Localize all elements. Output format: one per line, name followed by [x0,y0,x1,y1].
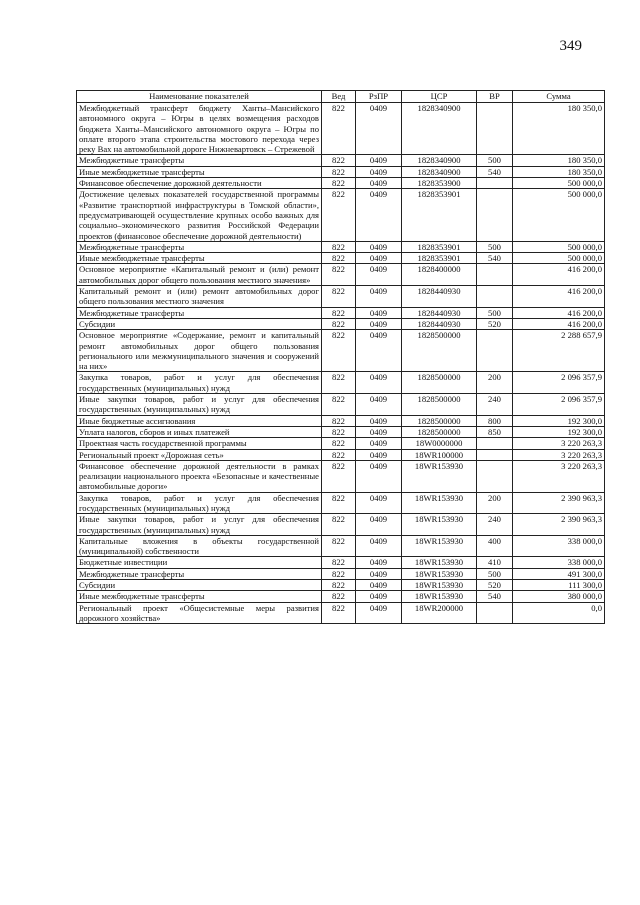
row-csr: 18WR153930 [402,514,477,536]
row-sum: 3 220 263,3 [513,460,605,492]
table-header-row [77,91,605,103]
row-csr: 18WR153930 [402,580,477,591]
table-row [77,372,605,394]
row-ved: 822 [322,318,356,329]
row-csr: 18WR153930 [402,535,477,557]
row-sum: 2 288 657,9 [513,330,605,372]
row-rzpr: 0409 [356,591,402,602]
row-name: Межбюджетные трансферты [77,241,322,252]
row-name: Региональный проект «Дорожная сеть» [77,449,322,460]
row-sum: 338 000,0 [513,535,605,557]
row-csr: 18W0000000 [402,438,477,449]
row-sum: 0,0 [513,602,605,624]
row-sum: 180 350,0 [513,103,605,155]
row-sum: 192 300,0 [513,415,605,426]
row-rzpr: 0409 [356,514,402,536]
row-ved: 822 [322,264,356,286]
row-name: Межбюджетные трансферты [77,307,322,318]
row-ved: 822 [322,568,356,579]
row-vr: 240 [477,514,513,536]
row-ved: 822 [322,602,356,624]
row-csr: 1828500000 [402,372,477,394]
row-csr: 18WR153930 [402,460,477,492]
row-name: Иные закупки товаров, работ и услуг для обеспечения государственных (муниципальных) нужд [77,394,322,416]
table-row [77,178,605,189]
table-row [77,568,605,579]
row-rzpr: 0409 [356,318,402,329]
row-name: Иные межбюджетные трансферты [77,166,322,177]
row-sum: 2 390 963,3 [513,514,605,536]
row-csr: 1828500000 [402,394,477,416]
row-rzpr: 0409 [356,557,402,568]
row-ved: 822 [322,449,356,460]
row-name: Межбюджетные трансферты [77,155,322,166]
row-ved: 822 [322,178,356,189]
table-row [77,253,605,264]
row-name: Основное мероприятие «Содержание, ремонт и капитальный ремонт автомобильных дорог общего пользования регионального или межмуниципального значения и сооружений на них» [77,330,322,372]
row-vr: 520 [477,580,513,591]
row-csr: 1828440930 [402,307,477,318]
row-vr: 520 [477,318,513,329]
table-row [77,438,605,449]
row-vr [477,178,513,189]
row-sum: 192 300,0 [513,426,605,437]
header-rzpr: РзПР [356,91,402,103]
row-sum: 3 220 263,3 [513,449,605,460]
row-ved: 822 [322,591,356,602]
row-rzpr: 0409 [356,264,402,286]
row-rzpr: 0409 [356,253,402,264]
row-csr: 18WR153930 [402,492,477,514]
row-rzpr: 0409 [356,178,402,189]
row-sum: 500 000,0 [513,178,605,189]
row-name: Капитальный ремонт и (или) ремонт автомобильных дорог общего пользования местного значения [77,286,322,308]
row-rzpr: 0409 [356,103,402,155]
row-vr [477,438,513,449]
row-csr: 1828340900 [402,103,477,155]
row-csr: 1828353901 [402,253,477,264]
row-csr: 1828400000 [402,264,477,286]
row-vr: 540 [477,591,513,602]
row-name: Иные бюджетные ассигнования [77,415,322,426]
row-vr: 850 [477,426,513,437]
table-row [77,166,605,177]
row-rzpr: 0409 [356,155,402,166]
row-sum: 3 220 263,3 [513,438,605,449]
row-csr: 1828353900 [402,178,477,189]
row-vr: 200 [477,492,513,514]
row-rzpr: 0409 [356,394,402,416]
row-csr: 1828440930 [402,318,477,329]
row-csr: 1828440930 [402,286,477,308]
table-row [77,492,605,514]
row-sum: 500 000,0 [513,241,605,252]
row-rzpr: 0409 [356,426,402,437]
table-row [77,535,605,557]
row-sum: 111 300,0 [513,580,605,591]
row-ved: 822 [322,460,356,492]
row-vr [477,286,513,308]
row-vr [477,103,513,155]
table-row [77,307,605,318]
header-csr: ЦСР [402,91,477,103]
row-ved: 822 [322,426,356,437]
row-vr [477,330,513,372]
row-csr: 1828353901 [402,241,477,252]
row-csr: 1828340900 [402,155,477,166]
table-body [77,103,605,624]
row-ved: 822 [322,557,356,568]
row-ved: 822 [322,330,356,372]
row-name: Закупка товаров, работ и услуг для обеспечения государственных (муниципальных) нужд [77,372,322,394]
row-rzpr: 0409 [356,460,402,492]
row-csr: 1828340900 [402,166,477,177]
table-row [77,591,605,602]
row-vr: 500 [477,307,513,318]
row-ved: 822 [322,189,356,241]
row-rzpr: 0409 [356,568,402,579]
row-csr: 18WR153930 [402,557,477,568]
row-name: Закупка товаров, работ и услуг для обеспечения государственных (муниципальных) нужд [77,492,322,514]
row-rzpr: 0409 [356,307,402,318]
row-ved: 822 [322,492,356,514]
row-rzpr: 0409 [356,286,402,308]
table-row [77,189,605,241]
row-sum: 500 000,0 [513,189,605,241]
row-rzpr: 0409 [356,602,402,624]
table-row [77,580,605,591]
row-name: Финансовое обеспечение дорожной деятельности [77,178,322,189]
row-vr: 800 [477,415,513,426]
row-sum: 2 390 963,3 [513,492,605,514]
header-name: Наименование показателей [77,91,322,103]
row-sum: 2 096 357,9 [513,394,605,416]
row-vr: 410 [477,557,513,568]
row-name: Субсидии [77,580,322,591]
row-name: Региональный проект «Общесистемные меры развития дорожного хозяйства» [77,602,322,624]
row-csr: 1828500000 [402,415,477,426]
row-ved: 822 [322,307,356,318]
table-row [77,460,605,492]
row-ved: 822 [322,514,356,536]
row-sum: 416 200,0 [513,264,605,286]
row-ved: 822 [322,253,356,264]
page-number: 349 [559,38,582,54]
row-name: Проектная часть государственной программы [77,438,322,449]
row-name: Финансовое обеспечение дорожной деятельности в рамках реализации национального проекта «Безопасные и качественные автомобильные дороги» [77,460,322,492]
row-csr: 18WR200000 [402,602,477,624]
row-ved: 822 [322,415,356,426]
row-csr: 1828500000 [402,426,477,437]
table-row [77,286,605,308]
row-rzpr: 0409 [356,492,402,514]
table-row [77,514,605,536]
row-name: Иные межбюджетные трансферты [77,253,322,264]
row-rzpr: 0409 [356,449,402,460]
row-vr: 400 [477,535,513,557]
row-sum: 416 200,0 [513,318,605,329]
row-rzpr: 0409 [356,166,402,177]
table-row [77,602,605,624]
row-sum: 500 000,0 [513,253,605,264]
row-name: Субсидии [77,318,322,329]
row-vr [477,460,513,492]
row-rzpr: 0409 [356,189,402,241]
row-rzpr: 0409 [356,372,402,394]
row-ved: 822 [322,438,356,449]
row-sum: 416 200,0 [513,286,605,308]
row-rzpr: 0409 [356,438,402,449]
row-sum: 180 350,0 [513,155,605,166]
row-ved: 822 [322,580,356,591]
row-sum: 2 096 357,9 [513,372,605,394]
row-vr: 540 [477,253,513,264]
row-rzpr: 0409 [356,535,402,557]
row-sum: 491 300,0 [513,568,605,579]
table-row [77,155,605,166]
row-csr: 1828353901 [402,189,477,241]
row-sum: 416 200,0 [513,307,605,318]
row-name: Капитальные вложения в объекты государственной (муниципальной) собственности [77,535,322,557]
table-row [77,426,605,437]
row-ved: 822 [322,286,356,308]
row-csr: 1828500000 [402,330,477,372]
table-row [77,103,605,155]
row-vr [477,264,513,286]
row-vr [477,602,513,624]
table-row [77,330,605,372]
row-sum: 380 000,0 [513,591,605,602]
table-row [77,415,605,426]
row-rzpr: 0409 [356,330,402,372]
table-row [77,264,605,286]
row-vr: 540 [477,166,513,177]
table-row [77,241,605,252]
row-rzpr: 0409 [356,415,402,426]
header-sum: Сумма [513,91,605,103]
row-sum: 338 000,0 [513,557,605,568]
row-ved: 822 [322,103,356,155]
table-row [77,449,605,460]
row-vr [477,449,513,460]
row-sum: 180 350,0 [513,166,605,177]
row-vr: 200 [477,372,513,394]
row-name: Иные закупки товаров, работ и услуг для обеспечения государственных (муниципальных) нужд [77,514,322,536]
row-name: Достижение целевых показателей государственной программы «Развитие транспортной инфраструктуры в Томской области», предусматривающей осуществление крупных особо важных для социально–экономического развития Российской Федерации проектов (финансовое обеспечение дорожной деятельности) [77,189,322,241]
row-ved: 822 [322,166,356,177]
row-ved: 822 [322,241,356,252]
row-csr: 18WR100000 [402,449,477,460]
row-name: Уплата налогов, сборов и иных платежей [77,426,322,437]
table-row [77,394,605,416]
row-name: Межбюджетные трансферты [77,568,322,579]
table-row [77,557,605,568]
row-rzpr: 0409 [356,580,402,591]
row-rzpr: 0409 [356,241,402,252]
row-csr: 18WR153930 [402,568,477,579]
row-ved: 822 [322,535,356,557]
row-name: Межбюджетный трансферт бюджету Ханты–Мансийского автономного округа – Югры в целях возмещения расходов бюджета Ханты–Мансийского автономного округа – Югры по оплате второго этапа строительства мостового перехода через реку Вах на автомобильной дороге Нижневартовск – Стрежевой [77,103,322,155]
row-vr: 240 [477,394,513,416]
row-vr: 500 [477,155,513,166]
row-vr [477,189,513,241]
row-ved: 822 [322,155,356,166]
row-name: Бюджетные инвестиции [77,557,322,568]
row-vr: 500 [477,568,513,579]
row-name: Основное мероприятие «Капитальный ремонт и (или) ремонт автомобильных дорог общего пользования местного значения» [77,264,322,286]
budget-table [76,90,605,624]
header-ved: Вед [322,91,356,103]
row-vr: 500 [477,241,513,252]
row-csr: 18WR153930 [402,591,477,602]
row-name: Иные межбюджетные трансферты [77,591,322,602]
header-vr: ВР [477,91,513,103]
table-row [77,318,605,329]
row-ved: 822 [322,372,356,394]
row-ved: 822 [322,394,356,416]
